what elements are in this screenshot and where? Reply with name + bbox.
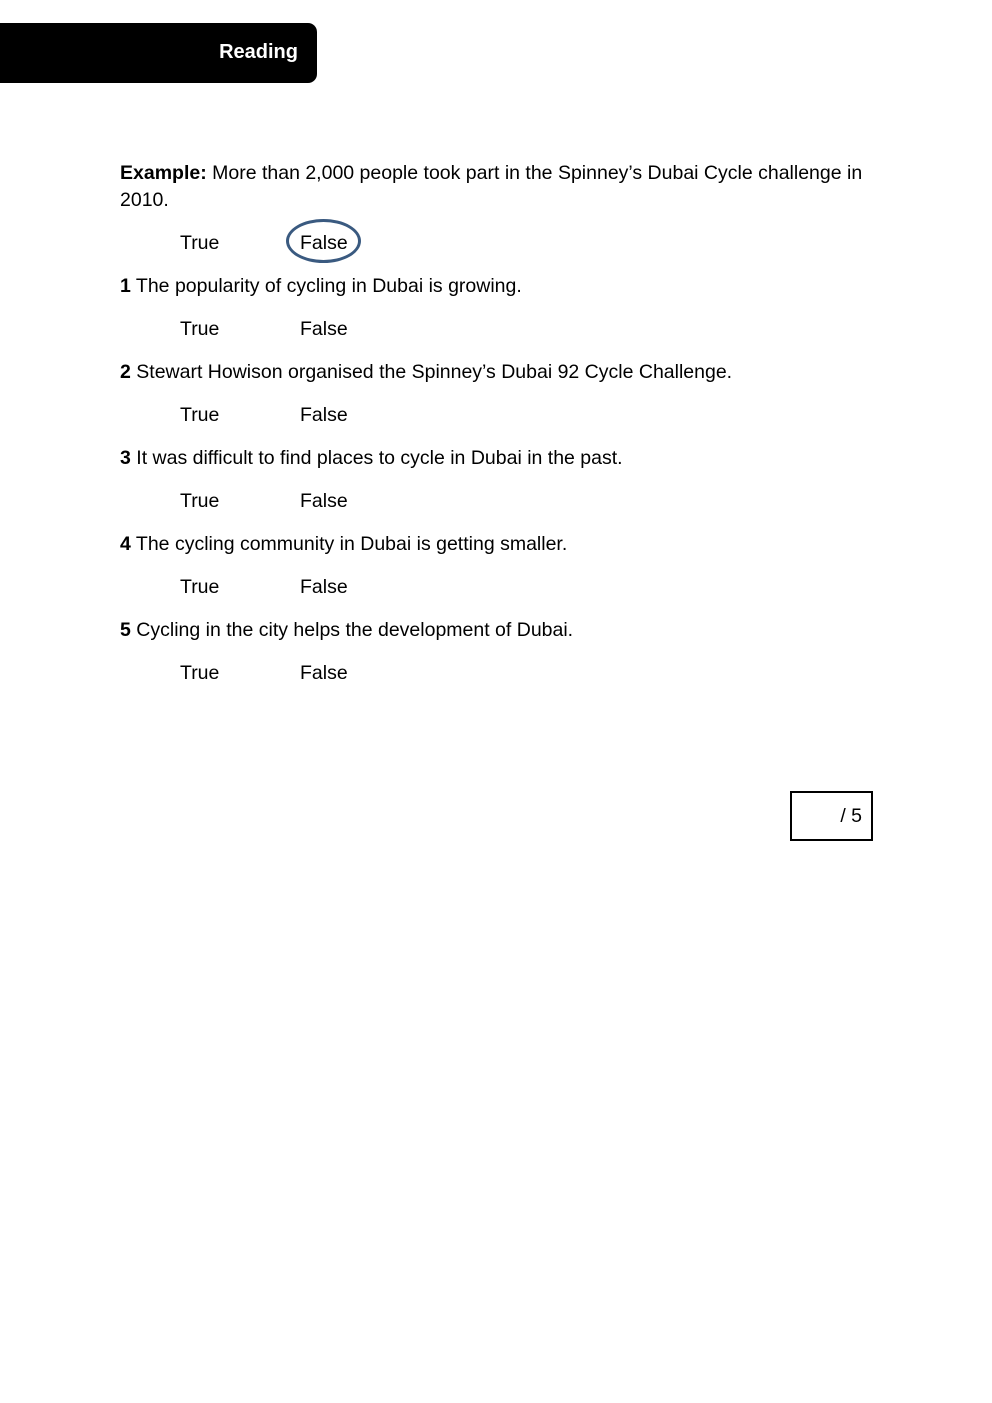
- option-true[interactable]: True: [180, 662, 220, 684]
- example-label: Example:: [120, 162, 207, 184]
- answer-row-1: [120, 316, 880, 359]
- score-total: / 5: [840, 805, 862, 827]
- example-option-true[interactable]: True: [180, 232, 220, 254]
- question-number: 1: [120, 275, 131, 297]
- question-number: 2: [120, 361, 131, 383]
- option-false[interactable]: False: [300, 318, 348, 340]
- question-text: The cycling community in Dubai is getting smaller.: [130, 533, 568, 555]
- question-text: Cycling in the city helps the development of Dubai.: [130, 619, 574, 641]
- option-true[interactable]: True: [180, 404, 220, 426]
- section-tab: [0, 23, 317, 83]
- option-true[interactable]: True: [180, 318, 220, 340]
- question-5: [120, 617, 880, 644]
- question-3: [120, 445, 880, 472]
- option-false[interactable]: False: [300, 662, 348, 684]
- example-statement: [120, 160, 880, 214]
- question-text: The popularity of cycling in Dubai is growing.: [130, 275, 522, 297]
- example-option-false[interactable]: False: [300, 232, 348, 254]
- answer-row-2: [120, 402, 880, 445]
- question-text: It was difficult to find places to cycle in Dubai in the past.: [130, 447, 623, 469]
- question-4: [120, 531, 880, 558]
- example-answer-row: [120, 230, 880, 273]
- answer-row-5: [120, 660, 880, 703]
- option-true[interactable]: True: [180, 576, 220, 598]
- question-1: [120, 273, 880, 300]
- score-box[interactable]: [790, 791, 873, 841]
- question-list: [120, 160, 880, 703]
- option-false[interactable]: False: [300, 576, 348, 598]
- question-number: 5: [120, 619, 131, 641]
- option-false[interactable]: False: [300, 490, 348, 512]
- question-text: Stewart Howison organised the Spinney’s Dubai 92 Cycle Challenge.: [130, 361, 733, 383]
- answer-row-3: [120, 488, 880, 531]
- question-number: 4: [120, 533, 131, 555]
- option-false[interactable]: False: [300, 404, 348, 426]
- section-label: Reading: [219, 41, 298, 63]
- option-true[interactable]: True: [180, 490, 220, 512]
- example-text: More than 2,000 people took part in the Spinney’s Dubai Cycle challenge in 2010.: [120, 162, 863, 211]
- question-2: [120, 359, 880, 386]
- answer-row-4: [120, 574, 880, 617]
- question-number: 3: [120, 447, 131, 469]
